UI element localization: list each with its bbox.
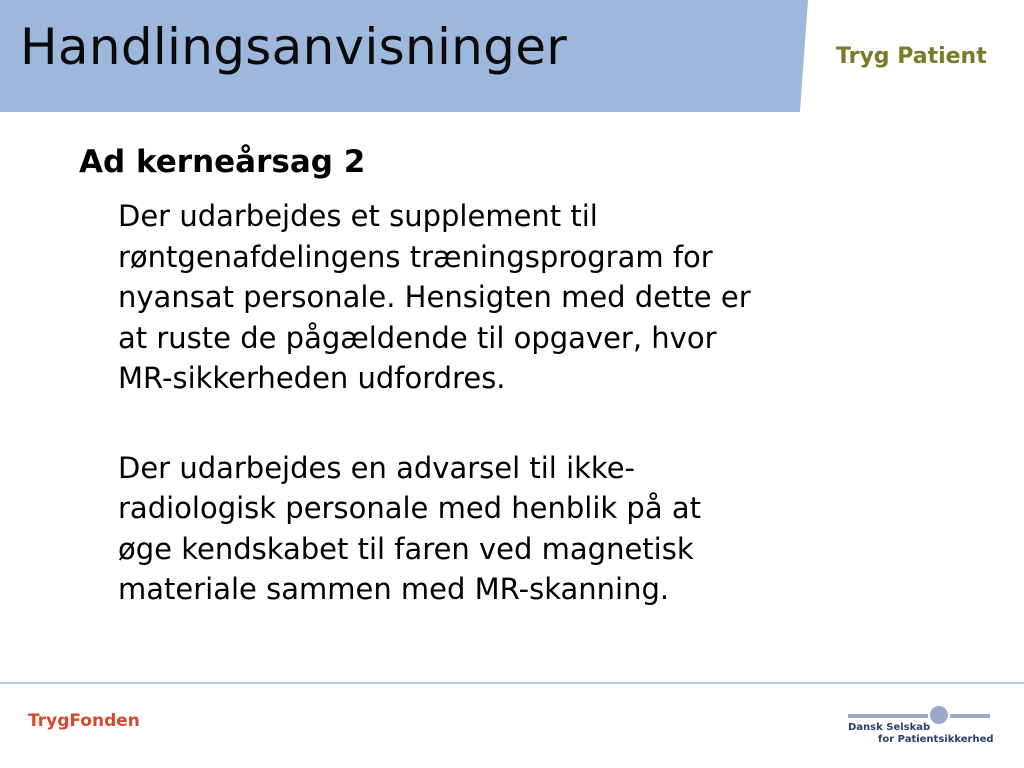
footer-divider <box>0 682 1024 684</box>
paragraph-1-line: MR-sikkerheden udfordres. <box>118 361 506 395</box>
paragraph-1-line: nyansat personale. Hensigten med dette er <box>118 280 751 314</box>
trygfonden-logo: TrygFonden <box>28 711 140 731</box>
paragraph-1-line: Der udarbejdes et supplement til <box>118 199 598 233</box>
paragraph-1-line: at ruste de pågældende til opgaver, hvor <box>118 320 717 355</box>
dansk-selskab-logo <box>846 704 996 748</box>
logo-text-line2: for Patientsikkerhed <box>878 734 994 745</box>
paragraph-2 <box>118 448 948 610</box>
section-heading: Ad kerneårsag 2 <box>79 144 366 180</box>
paragraph-2-line: radiologisk personale med henblik på at <box>118 491 701 525</box>
paragraph-1 <box>118 196 948 399</box>
paragraph-2-line: øge kendskabet til faren ved magnetisk <box>118 531 694 566</box>
paragraph-2-line: materiale sammen med MR-skanning. <box>118 572 670 606</box>
tryg-patient-logo: Tryg Patient <box>836 44 987 69</box>
slide-title: Handlingsanvisninger <box>20 18 568 76</box>
paragraph-1-line: røntgenafdelingens træningsprogram for <box>118 239 713 274</box>
logo-text-line1: Dansk Selskab <box>848 722 931 733</box>
slide-content <box>79 140 979 610</box>
logo-dot-icon <box>930 706 948 724</box>
paragraph-2-line: Der udarbejdes en advarsel til ikke- <box>118 450 636 485</box>
logo-bar-left <box>848 714 928 718</box>
logo-bar-right <box>950 714 990 718</box>
